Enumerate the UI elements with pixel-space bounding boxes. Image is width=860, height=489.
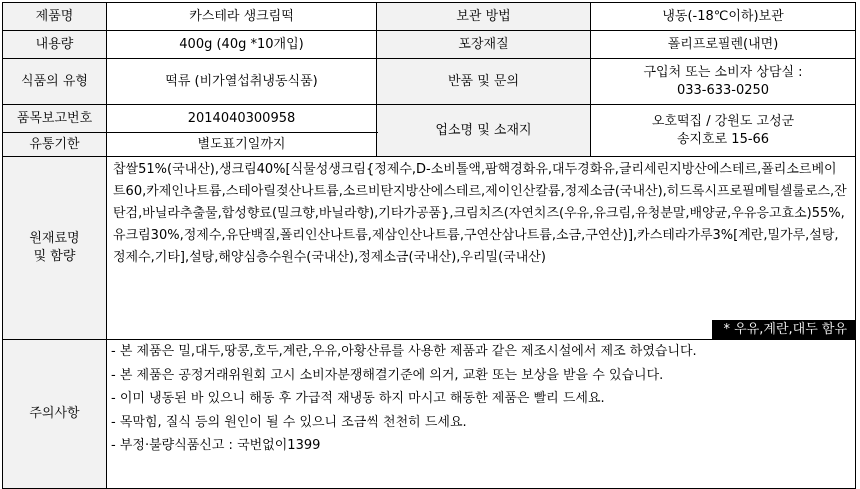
caution-item: - 목막힘, 질식 등의 원인이 될 수 있으니 조금씩 천천히 드세요.	[111, 414, 467, 430]
manufacturer-label: 업소명 및 소재지	[377, 105, 591, 157]
returns-phone: 033-633-0250	[676, 82, 770, 98]
returns-line-1: 구입처 또는 소비자 상담실 :	[643, 64, 803, 80]
cautions-label: 주의사항	[3, 340, 107, 489]
caution-item: - 본 제품은 밀,대두,땅콩,호두,계란,우유,아황산류를 사용한 제품과 같은 제조시설에서 제조 하였습니다.	[111, 344, 697, 359]
caution-item: - 본 제품은 공정거래위원회 고시 소비자분쟁해결기준에 의거, 교환 또는 보상을 받을 수 있습니다.	[111, 367, 664, 383]
storage-value: 냉동(-18℃이하)보관	[591, 3, 856, 31]
ingredients-text: 찹쌀51%(국내산),생크림40%[식물성생크림{정제수,D-소비톨액,팜핵경화유,대두경화유,글리세린지방산에스테르,폴리소르베이트60,카제인나트륨,스테아릴젖산나트륨,소르비탄지방산에스테르,제이인산칼륨,정제소금(국내산),히드록시프로필메틸셀룰로스,잔탄검,바닐라추출물,합성향료(밀크향,바닐라향),기타가공품},크림치즈(자연치즈(우유,유크림,유청분말,배양균,우유응고효소)55%,유크림30%,정제수,유단백질,폴리인산나트륨,제삼인산나트륨,구연산삼나트륨,소금,구연산)],카스테라가루3%[계란,밀가루,설탕,정제수,기타],설탕,해양심층수원수(국내산),정제소금(국내산),우리밀(국내산)	[113, 162, 847, 265]
caution-item: - 이미 냉동된 바 있으니 해동 후 가급적 재냉동 하지 마시고 해동한 제품은 빨리 드세요.	[111, 391, 605, 407]
packaging-label: 포장재질	[377, 31, 591, 59]
packaging-value: 폴리프로필렌(내면)	[591, 31, 856, 59]
ingredients-label	[3, 157, 107, 340]
content-label: 내용량	[3, 31, 107, 59]
ingredients-cell	[107, 157, 856, 340]
manufacturer-value	[591, 105, 856, 157]
caution-item: - 부정·불량식품신고 : 국번없이1399	[111, 438, 321, 454]
ingredients-label-line-2: 및 함량	[33, 249, 76, 264]
ingredients-label-line-1: 원재료명	[29, 231, 80, 246]
food-type-label: 식품의 유형	[3, 59, 107, 105]
manufacturer-line-2: 송지호로 15-66	[676, 131, 770, 147]
product-name-label: 제품명	[3, 3, 107, 31]
returns-value	[591, 59, 856, 105]
expiry-label: 유통기한	[3, 133, 107, 157]
content-value: 400g (40g *10개입)	[107, 31, 377, 59]
expiry-value: 별도표기일까지	[107, 133, 377, 157]
product-info-table	[2, 2, 856, 489]
manufacturer-line-1: 오호떡집 / 강원도 고성군	[651, 113, 795, 129]
cautions-list	[107, 340, 856, 489]
report-no-label: 품목보고번호	[3, 105, 107, 133]
returns-label: 반품 및 문의	[377, 59, 591, 105]
allergy-badge: * 우유,계란,대두 함유	[712, 320, 856, 339]
storage-label: 보관 방법	[377, 3, 591, 31]
food-type-value: 떡류 (비가열섭취냉동식품)	[107, 59, 377, 105]
product-name-value: 카스테라 생크림떡	[107, 3, 377, 31]
report-no-value: 2014040300958	[107, 105, 377, 133]
